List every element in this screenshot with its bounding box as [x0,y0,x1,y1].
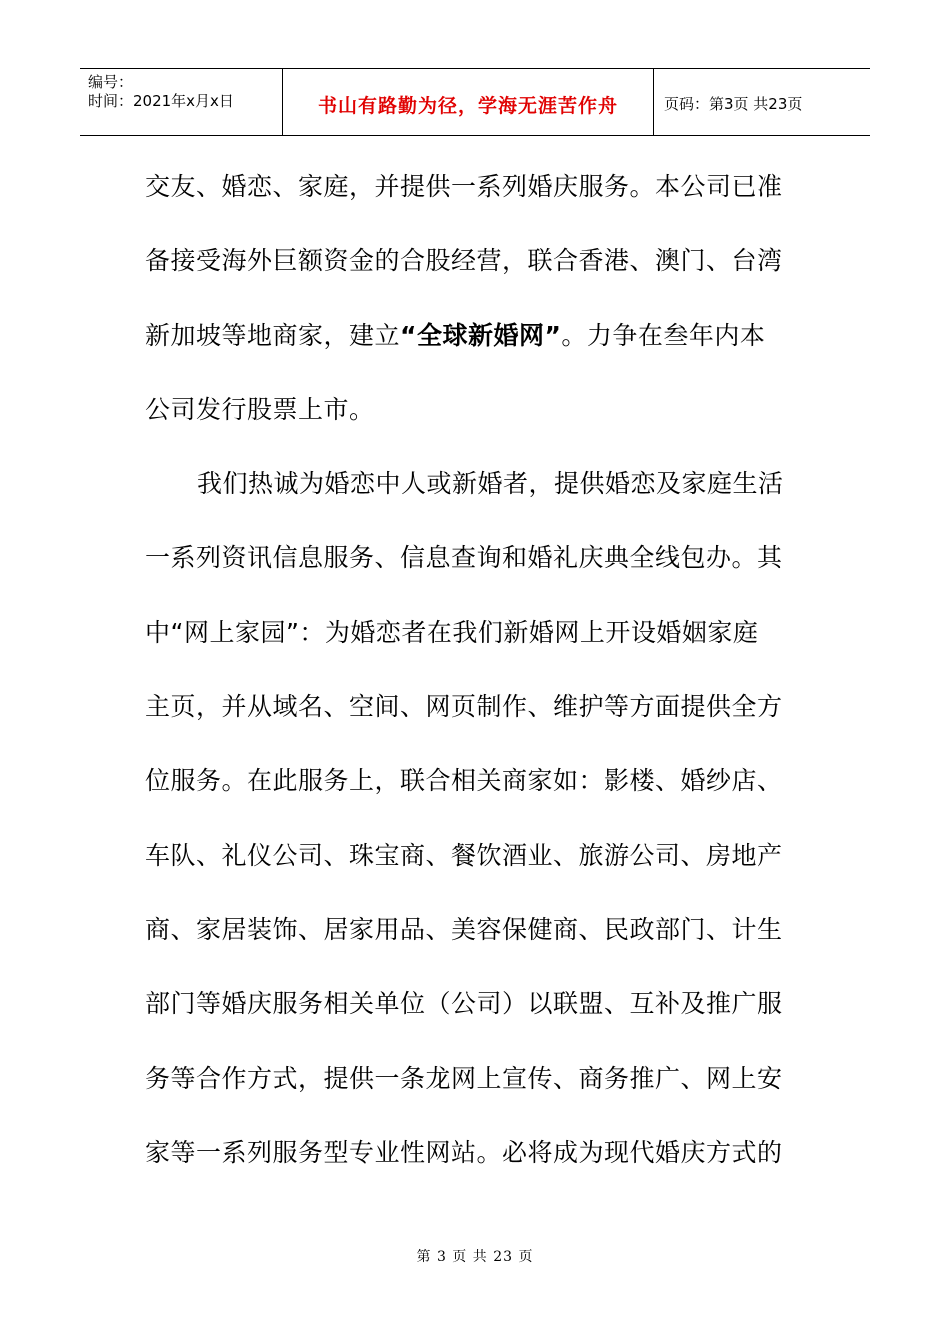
body-line: 一系列资讯信息服务、信息查询和婚礼庆典全线包办。其 [145,543,783,573]
body-line: 中“网上家园”：为婚恋者在我们新婚网上开设婚姻家庭 [145,617,759,647]
body-line: 家等一系列服务型专业性网站。必将成为现代婚庆方式的 [145,1137,783,1167]
body-line: 商、家居装饰、居家用品、美容保健商、民政部门、计生 [145,914,783,944]
page-header [80,68,870,136]
body-line: 交友、婚恋、家庭，并提供一系列婚庆服务。本公司已准 [145,172,783,201]
body-line: 务等合作方式，提供一条龙网上宣传、商务推广、网上安 [145,1063,783,1093]
document-number-label: 编号： [88,73,134,91]
body-line [145,299,810,373]
header-motto: 书山有路勤为径，学海无涯苦作舟 [282,69,654,135]
body-line: 车队、礼仪公司、珠宝商、餐饮酒业、旅游公司、房地产 [145,840,783,870]
body-line-part: 。力争在叁年内本 [561,320,766,350]
body-line: 部门等婚庆服务相关单位（公司）以联盟、互补及推广服 [145,989,783,1019]
document-time-label: 时间：2021年x月x日 [88,92,234,110]
bold-phrase: “全球新婚网” [400,320,562,350]
body-line: 主页，并从域名、空间、网页制作、维护等方面提供全方 [145,692,783,722]
document-body [145,150,810,1190]
body-line: 备接受海外巨额资金的合股经营，联合香港、澳门、台湾 [145,246,783,276]
header-page-info: 页码：第3页 共23页 [664,95,803,113]
page-footer: 第 3 页 共 23 页 [416,1249,534,1265]
body-line-part: 新加坡等地商家，建立 [145,320,401,350]
header-meta-cell [80,69,282,135]
body-line: 公司发行股票上市。 [145,394,375,424]
paragraph-first-line: 我们热诚为婚恋中人或新婚者，提供婚恋及家庭生活 [197,469,784,499]
body-line: 位服务。在此服务上，联合相关商家如：影楼、婚纱店、 [145,766,783,796]
